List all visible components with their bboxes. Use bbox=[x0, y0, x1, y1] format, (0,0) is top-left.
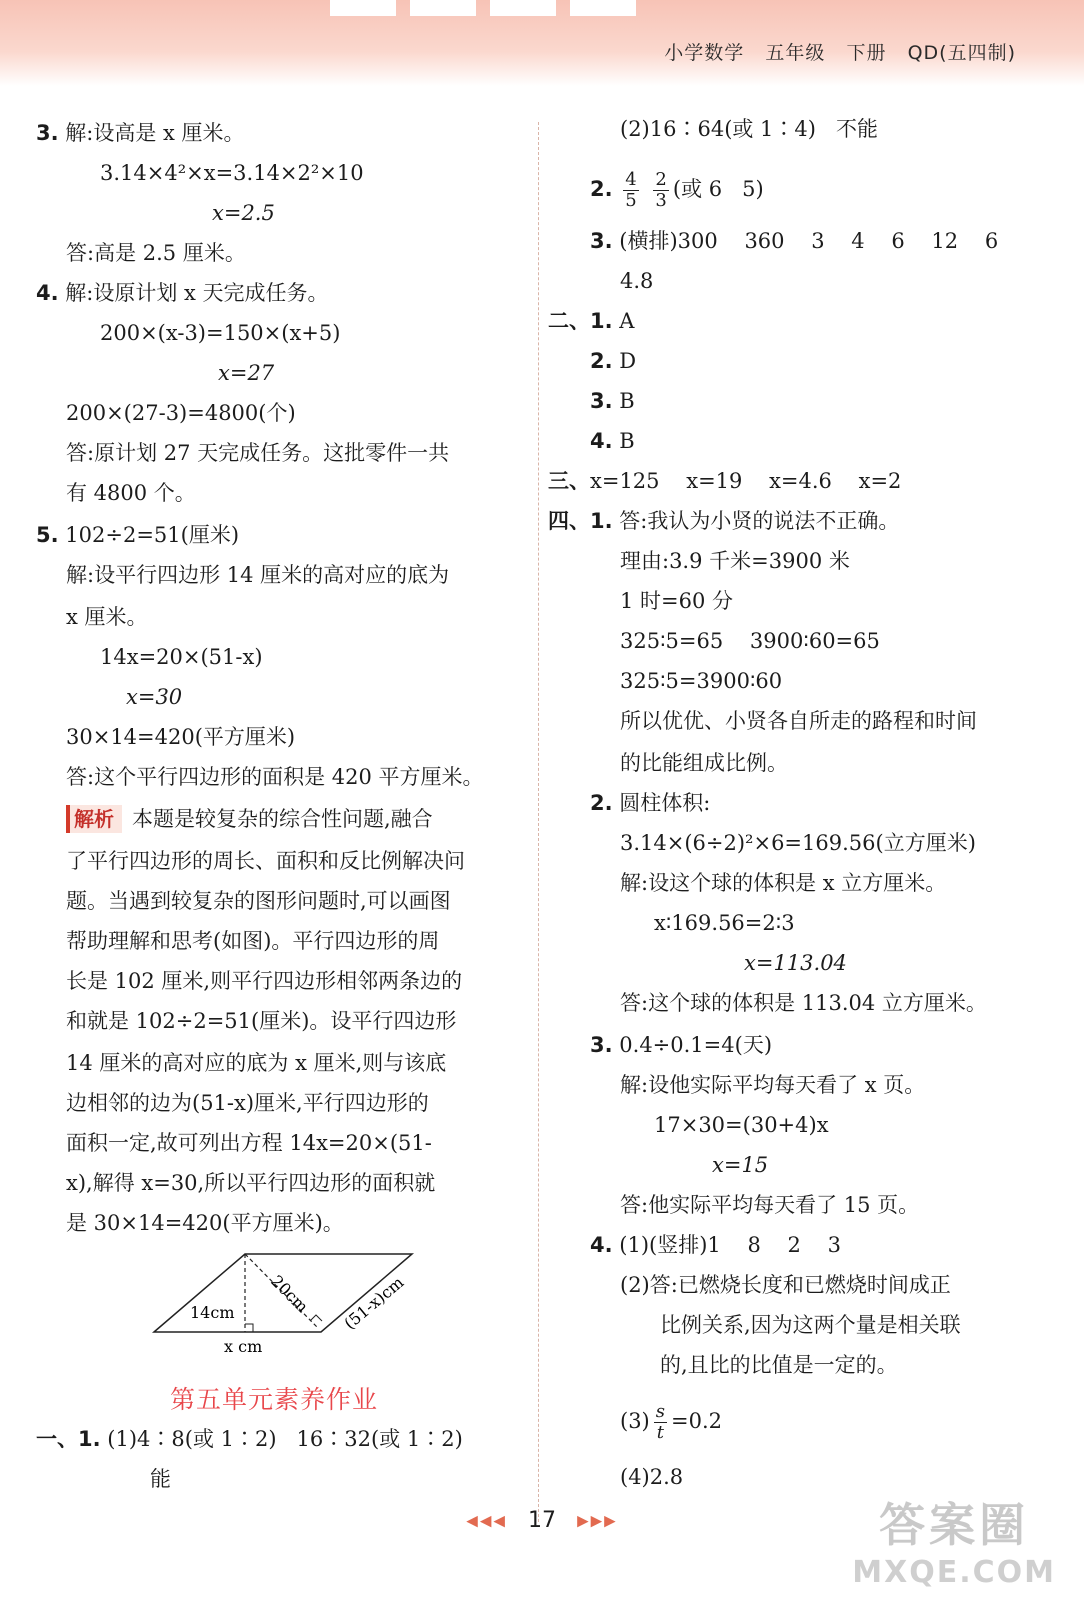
analysis-text: 本题是较复杂的综合性问题,融合 bbox=[132, 807, 433, 831]
answer-line: 200×(27-3)=4800(个) bbox=[66, 401, 296, 425]
answer-text: (1)(竖排)1 8 2 3 bbox=[619, 1233, 841, 1257]
parallelogram-diagram bbox=[150, 1250, 430, 1360]
header-tab-decoration bbox=[410, 0, 476, 16]
item-number: 2. bbox=[590, 349, 613, 373]
book-title: 小学数学 五年级 下册 QD(五四制) bbox=[664, 42, 1016, 64]
page-header bbox=[0, 0, 1084, 86]
answer-line: 200×(x-3)=150×(x+5) bbox=[100, 321, 341, 345]
denominator: 3 bbox=[655, 190, 667, 211]
answer-line: x=15 bbox=[712, 1153, 769, 1177]
answer-line: x=2.5 bbox=[212, 201, 275, 225]
numerator: 2 bbox=[655, 169, 667, 190]
item-number: 四、1. bbox=[548, 509, 613, 533]
item-number: 4. bbox=[36, 281, 59, 305]
answer-line: 3.14×(6÷2)²×6=169.56(立方厘米) bbox=[620, 831, 976, 855]
answer-item bbox=[590, 1230, 841, 1260]
item-number: 三、 bbox=[548, 469, 590, 493]
answer-line: 325∶5=3900∶60 bbox=[620, 669, 783, 693]
answer-text: 解:设高是 x 厘米。 bbox=[65, 121, 245, 145]
answer-line: x 厘米。 bbox=[66, 605, 148, 629]
answer-line: 答:高是 2.5 厘米。 bbox=[66, 241, 246, 265]
item-number: 二、1. bbox=[548, 309, 613, 333]
fraction bbox=[623, 170, 638, 211]
item-number: 3. bbox=[590, 1033, 613, 1057]
answer-text: 答:我认为小贤的说法不正确。 bbox=[619, 509, 900, 533]
item-number: 3. bbox=[590, 229, 613, 253]
answer-item bbox=[36, 278, 329, 308]
answer-line: x∶169.56=2∶3 bbox=[654, 911, 795, 935]
answer-text: x=125 x=19 x=4.6 x=2 bbox=[590, 469, 902, 493]
unit-title: 第五单元素养作业 bbox=[170, 1385, 379, 1414]
answer-line: 的,且比的比值是一定的。 bbox=[660, 1353, 898, 1377]
answer-text: B bbox=[619, 389, 635, 413]
answer-line: 3.14×4²×x=3.14×2²×10 bbox=[100, 161, 364, 185]
answer-item bbox=[36, 520, 239, 550]
base-label: x cm bbox=[224, 1337, 263, 1356]
answer-item bbox=[590, 386, 635, 416]
numerator: 4 bbox=[625, 169, 637, 190]
answer-line: 1 时=60 分 bbox=[620, 589, 734, 613]
answer-line: 解:设这个球的体积是 x 立方厘米。 bbox=[620, 871, 947, 895]
answer-line: 有 4800 个。 bbox=[66, 481, 196, 505]
fraction bbox=[654, 1402, 667, 1443]
answer-item bbox=[590, 788, 710, 818]
answer-item bbox=[548, 506, 899, 536]
answer-line: (2)16∶64(或 1∶4) 不能 bbox=[620, 117, 878, 141]
answer-line: 比例关系,因为这两个量是相关联 bbox=[660, 1313, 961, 1337]
answer-item bbox=[36, 1424, 463, 1454]
watermark bbox=[852, 1489, 1056, 1590]
analysis-line: 是 30×14=420(平方厘米)。 bbox=[66, 1211, 344, 1235]
height-14-label: 14cm bbox=[190, 1303, 235, 1322]
column-divider bbox=[538, 122, 539, 1522]
answer-line: x=30 bbox=[126, 685, 183, 709]
item-number: 2. bbox=[590, 791, 613, 815]
page-number: 17 bbox=[528, 1508, 556, 1533]
watermark-logo-text: 答案圈 bbox=[879, 1498, 1030, 1552]
item-number: 4. bbox=[590, 429, 613, 453]
watermark-url: MXQE.COM bbox=[852, 1555, 1056, 1590]
header-tab-decoration bbox=[330, 0, 396, 16]
answer-item bbox=[590, 170, 764, 211]
answer-item bbox=[590, 1030, 772, 1060]
answer-line bbox=[620, 1402, 722, 1443]
answer-line: 的比能组成比例。 bbox=[620, 751, 788, 775]
analysis-line: 题。当遇到较复杂的图形问题时,可以画图 bbox=[66, 889, 451, 913]
answer-text: 102÷2=51(厘米) bbox=[65, 523, 240, 547]
answer-line: (2)答:已燃烧长度和已燃烧时间成正 bbox=[620, 1273, 951, 1297]
header-tabs-decoration bbox=[330, 0, 750, 18]
analysis-line: 了平行四边形的周长、面积和反比例解决问 bbox=[66, 849, 465, 873]
item-number: 3. bbox=[590, 389, 613, 413]
answer-line: 理由:3.9 千米=3900 米 bbox=[620, 549, 850, 573]
analysis-line: 边相邻的边为(51-x)厘米,平行四边形的 bbox=[66, 1091, 429, 1115]
answer-item bbox=[590, 426, 635, 456]
answer-line: 答:他实际平均每天看了 15 页。 bbox=[620, 1193, 920, 1217]
analysis-tag: 解析 bbox=[66, 805, 122, 833]
answer-text: 0.4÷0.1=4(天) bbox=[619, 1033, 773, 1057]
answer-line: 17×30=(30+4)x bbox=[654, 1113, 829, 1137]
answer-text: (横排)300 360 3 4 6 12 6 bbox=[619, 229, 999, 253]
answer-line: 325∶5=65 3900∶60=65 bbox=[620, 629, 880, 653]
denominator: 5 bbox=[625, 190, 637, 211]
answer-line: 解:设他实际平均每天看了 x 页。 bbox=[620, 1073, 926, 1097]
answer-line: 能 bbox=[150, 1467, 171, 1491]
analysis-line: 面积一定,故可列出方程 14x=20×(51- bbox=[66, 1131, 432, 1155]
answer-line: 解:设平行四边形 14 厘米的高对应的底为 bbox=[66, 563, 450, 587]
fraction bbox=[653, 170, 668, 211]
analysis-line: 长是 102 厘米,则平行四边形相邻两条边的 bbox=[66, 969, 463, 993]
item-number: 一、1. bbox=[36, 1427, 101, 1451]
answer-text: D bbox=[619, 349, 637, 373]
answer-text: (1)4∶8(或 1∶2) 16∶32(或 1∶2) bbox=[107, 1427, 463, 1451]
analysis-line: 14 厘米的高对应的底为 x 厘米,则与该底 bbox=[66, 1051, 447, 1075]
analysis-line: x),解得 x=30,所以平行四边形的面积就 bbox=[66, 1171, 436, 1195]
item-number: 3. bbox=[36, 121, 59, 145]
answer-item bbox=[590, 226, 998, 256]
answer-item bbox=[548, 306, 634, 336]
height-20-label: 20cm bbox=[267, 1271, 313, 1317]
answer-text: 解:设原计划 x 天完成任务。 bbox=[65, 281, 329, 305]
answer-text: (或 6 5) bbox=[672, 177, 764, 201]
answer-line: 4.8 bbox=[620, 269, 654, 293]
answer-text: B bbox=[619, 429, 635, 453]
item-number: 4. bbox=[590, 1233, 613, 1257]
answer-line: 14x=20×(51-x) bbox=[100, 645, 263, 669]
answer-item bbox=[36, 118, 245, 148]
answer-line: 答:这个球的体积是 113.04 立方厘米。 bbox=[620, 991, 987, 1015]
answer-line: x=113.04 bbox=[744, 951, 847, 975]
analysis-line: 帮助理解和思考(如图)。平行四边形的周 bbox=[66, 929, 440, 953]
side-label: (51-x)cm bbox=[340, 1272, 408, 1334]
answer-text: (3) bbox=[620, 1409, 650, 1433]
answer-line: x=27 bbox=[218, 361, 275, 385]
denominator: t bbox=[656, 1422, 664, 1443]
numerator: s bbox=[655, 1401, 665, 1422]
item-number: 2. bbox=[590, 177, 613, 201]
analysis-line bbox=[66, 804, 433, 834]
answer-item bbox=[548, 466, 901, 496]
right-angle-mark bbox=[245, 1324, 253, 1332]
answer-line: 答:这个平行四边形的面积是 420 平方厘米。 bbox=[66, 765, 484, 789]
next-arrows-icon: ▶▶▶ bbox=[577, 1511, 618, 1530]
answer-line: 30×14=420(平方厘米) bbox=[66, 725, 296, 749]
prev-arrows-icon: ◀◀◀ bbox=[466, 1511, 507, 1530]
right-angle-mark bbox=[310, 1315, 322, 1321]
header-tab-decoration bbox=[490, 0, 556, 16]
answer-line: 答:原计划 27 天完成任务。这批零件一共 bbox=[66, 441, 450, 465]
answer-text: A bbox=[619, 309, 635, 333]
answer-item bbox=[590, 346, 636, 376]
answer-line: (4)2.8 bbox=[620, 1465, 684, 1489]
answer-line: 所以优优、小贤各自所走的路程和时间 bbox=[620, 709, 977, 733]
item-number: 5. bbox=[36, 523, 59, 547]
analysis-line: 和就是 102÷2=51(厘米)。设平行四边形 bbox=[66, 1009, 457, 1033]
answer-text: 圆柱体积: bbox=[619, 791, 711, 815]
answer-text: =0.2 bbox=[671, 1409, 722, 1433]
header-tab-decoration bbox=[570, 0, 636, 16]
